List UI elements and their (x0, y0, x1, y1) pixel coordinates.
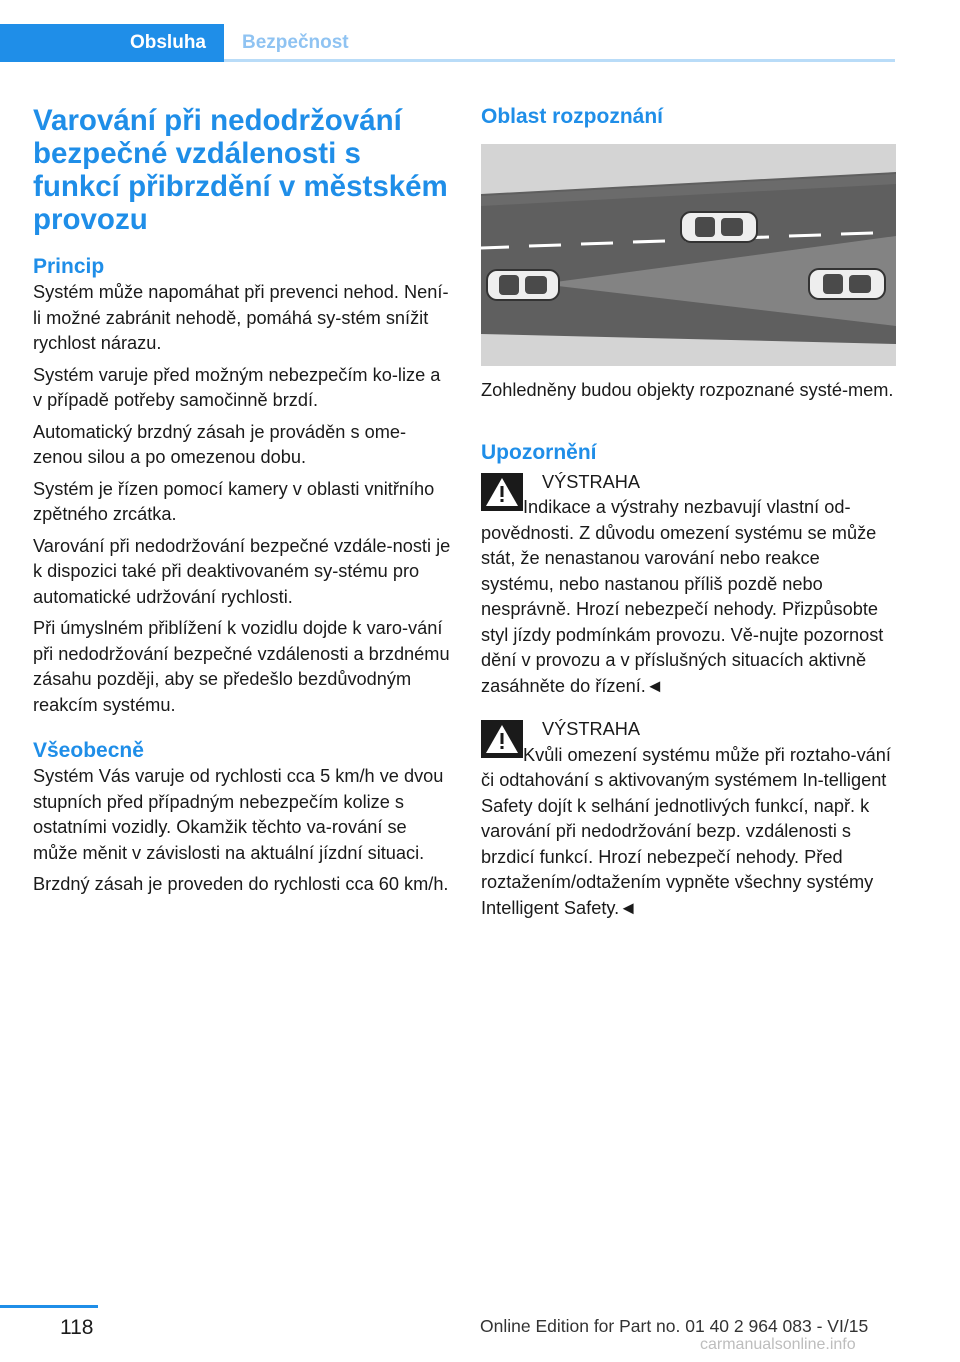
header-tabs (0, 24, 895, 62)
section-heading-oblast-rozpoznani: Oblast rozpoznání (481, 105, 664, 128)
warning-block (481, 717, 896, 921)
paragraph: Varování při nedodržování bezpečné vzdále-nosti je k dispozici také při deaktivovaném sy-stému pro automatické udržování rychlosti. (33, 535, 451, 607)
diagram-caption: Zohledněny budou objekty rozpoznané systé-mem. (481, 380, 894, 400)
tab-underline (224, 59, 895, 62)
warning-block (481, 470, 896, 700)
car-ahead-left-lane (681, 212, 757, 242)
ego-car (487, 270, 559, 300)
warning-text (481, 743, 896, 922)
warning-label: VÝSTRAHA (542, 471, 641, 492)
tab-obsluha[interactable]: Obsluha (0, 24, 224, 62)
paragraph: Systém varuje před možným nebezpečím ko-lize a v případě potřeby samočinně brzdí. (33, 364, 441, 410)
tab-bezpecnost[interactable]: Bezpečnost (242, 32, 349, 53)
detection-area-diagram (481, 144, 896, 366)
section-heading-princip: Princip (33, 255, 105, 278)
paragraph: Automatický brzdný zásah je prováděn s ome-zenou silou a po omezenou dobu. (33, 421, 407, 467)
warning-text-content: Indikace a výstrahy nezbavují vlastní od-povědnosti. Z důvodu omezení systému se může stát, že nenastanou varování nebo reakce systému, nebo nastanou příliš pozdě nebo nesprávně. Hrozí nebezpečí nehody. Přizpůsobte styl jízdy podmínkám provozu. Vě-nujte pozornost dění v provozu a v příslušných situacích aktivně zasáhněte do řízení.◄ (481, 497, 884, 696)
car-ahead-same-lane (809, 269, 885, 299)
warning-triangle-icon (481, 473, 523, 511)
warning-text-content: Kvůli omezení systému může při roztaho-vání či odtahování s aktivovaným systémem In-telligent Safety dojít k selhání jednotlivých funkcí, např. k varování při nedodržování bezp. vzdálenosti s brzdicí funkcí. Hrozí nebezpečí nehody. Před roztažením/odtažením vypněte všechny systémy Intelligent Safety.◄ (481, 744, 891, 918)
warning-text (481, 495, 896, 699)
paragraph: Při úmyslném přiblížení k vozidlu dojde k varo-vání při nedodržování bezpečné vzdálenosti a brzdnému zásahu později, aby se předešlo bezdůvodným reakcím systému. (33, 618, 450, 715)
edition-note: Online Edition for Part no. 01 40 2 964 083 - VI/15 (480, 1316, 869, 1336)
warning-triangle-icon (481, 720, 523, 758)
section-heading-upozorneni: Upozornění (481, 440, 597, 464)
paragraph: Systém je řízen pomocí kamery v oblasti vnitřního zpětného zrcátka. (33, 478, 435, 524)
left-column (33, 104, 453, 898)
paragraph: Systém Vás varuje od rychlosti cca 5 km/h ve dvou stupních před případným nebezpečím kolize s ostatními vozidly. Okamžik těchto va-rování se může měnit v závislosti na aktuální jízdní situaci. (33, 766, 444, 863)
paragraph: Systém může napomáhat při prevenci nehod. Není-li možné zabránit nehodě, pomáhá sy-stém snížit rychlost nárazu. (33, 282, 449, 353)
warning-label: VÝSTRAHA (542, 719, 641, 739)
watermark: carmanualsonline.info (700, 1336, 856, 1353)
page-number: 118 (60, 1316, 94, 1339)
right-column (481, 104, 896, 921)
paragraph: Brzdný zásah je proveden do rychlosti cca 60 km/h. (33, 874, 449, 894)
page-title: Varování při nedodržování bezpečné vzdálenosti s funkcí přibrzdění v městském provozu (33, 104, 448, 236)
page-number-rule (0, 1305, 98, 1308)
section-heading-vseobecne: Všeobecně (33, 739, 144, 762)
